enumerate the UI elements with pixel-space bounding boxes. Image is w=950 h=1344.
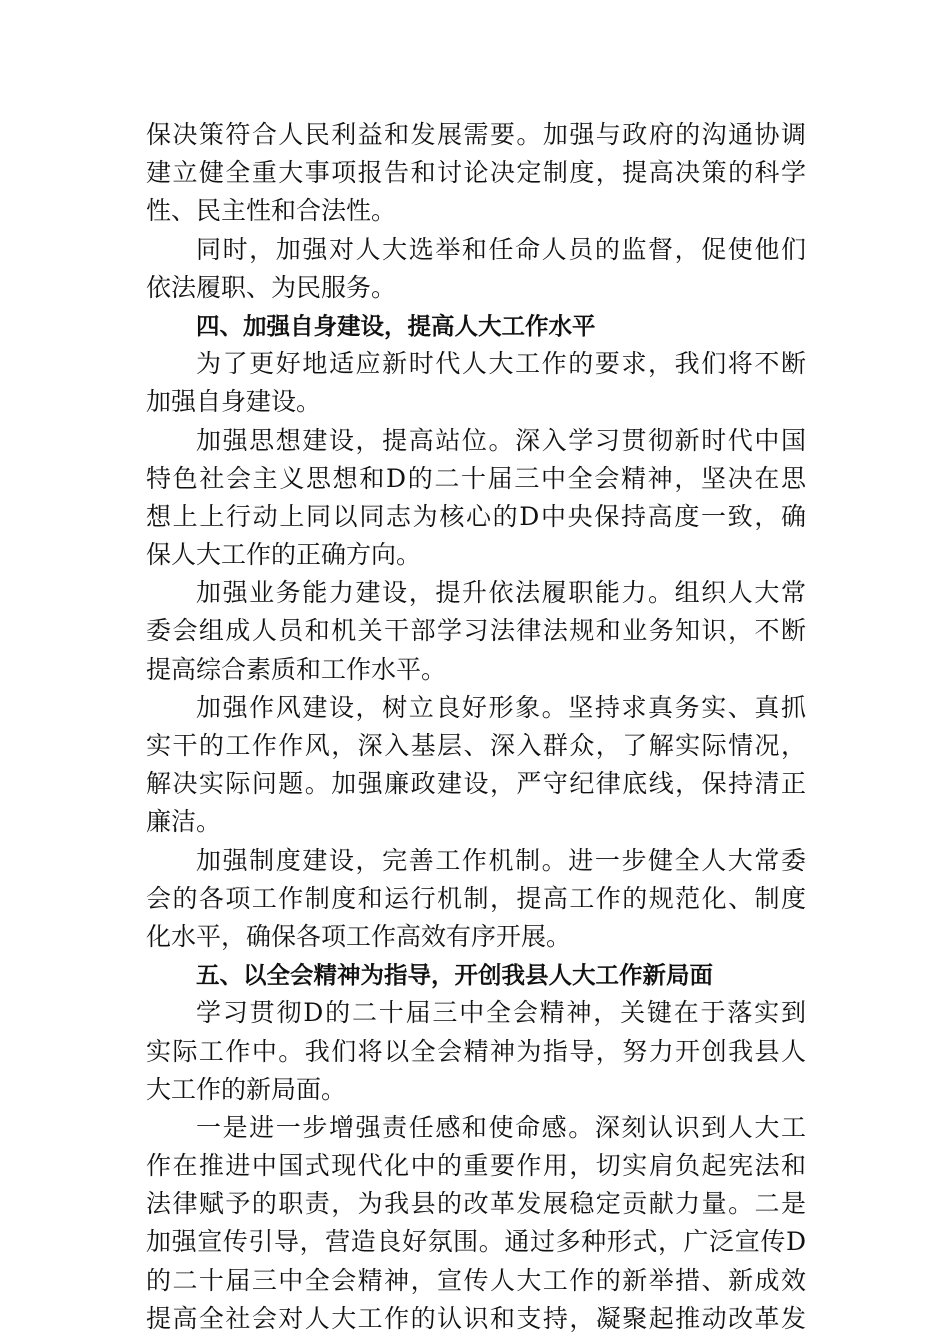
paragraph-line: 为了更好地适应新时代人大工作的要求，我们将不断 [196, 349, 806, 379]
paragraph-line: 特色社会主义思想和D的二十届三中全会精神，坚决在思 [146, 463, 806, 493]
paragraph-line: 学习贯彻D的二十届三中全会精神，关键在于落实到 [196, 998, 806, 1028]
paragraph-line: 加强思想建设，提高站位。深入学习贯彻新时代中国 [196, 425, 806, 455]
paragraph-line: 性、民主性和合法性。 [146, 196, 397, 226]
paragraph-line: 化水平，确保各项工作高效有序开展。 [146, 921, 572, 951]
paragraph-line: 保决策符合人民利益和发展需要。加强与政府的沟通协调 [146, 120, 806, 149]
paragraph-line: 作在推进中国式现代化中的重要作用，切实肩负起宪法和 [146, 1151, 806, 1181]
paragraph-line: 委会组成人员和机关干部学习法律法规和业务知识，不断 [146, 616, 806, 646]
paragraph-line: 加强制度建设，完善工作机制。进一步健全人大常委 [196, 845, 806, 875]
paragraph-line: 会的各项工作制度和运行机制，提高工作的规范化、制度 [146, 883, 806, 913]
paragraph-line: 保人大工作的正确方向。 [146, 540, 422, 570]
paragraph-line: 的二十届三中全会精神，宣传人大工作的新举措、新成效 [146, 1265, 806, 1295]
paragraph-line: 依法履职、为民服务。 [146, 272, 397, 302]
paragraph-line: 想上上行动上同以同志为核心的D中央保持高度一致，确 [146, 501, 806, 531]
paragraph-line: 一是进一步增强责任感和使命感。深刻认识到人大工 [196, 1112, 806, 1142]
paragraph-line: 加强业务能力建设，提升依法履职能力。组织人大常 [196, 578, 806, 608]
paragraph-line: 法律赋予的职责，为我县的改革发展稳定贡献力量。二是 [146, 1189, 806, 1219]
paragraph-line: 实干的工作作风，深入基层、深入群众，了解实际情况， [146, 731, 806, 760]
section-heading-4: 四、加强自身建设，提高人大工作水平 [196, 311, 596, 340]
paragraph-line: 廉洁。 [146, 807, 222, 837]
paragraph-line: 加强宣传引导，营造良好氛围。通过多种形式，广泛宣传D [146, 1227, 806, 1257]
section-heading-5: 五、以全会精神为指导，开创我县人大工作新局面 [196, 961, 713, 990]
paragraph-line: 建立健全重大事项报告和讨论决定制度，提高决策的科学 [146, 158, 806, 188]
paragraph-line: 实际工作中。我们将以全会精神为指导，努力开创我县人 [146, 1036, 806, 1066]
paragraph-line: 提高综合素质和工作水平。 [146, 654, 447, 684]
paragraph-line: 同时，加强对人大选举和任命人员的监督，促使他们 [196, 234, 806, 264]
paragraph-line: 大工作的新局面。 [146, 1074, 347, 1104]
paragraph-line: 加强作风建设，树立良好形象。坚持求真务实、真抓 [196, 692, 806, 722]
paragraph-line: 解决实际问题。加强廉政建设，严守纪律底线，保持清正 [146, 769, 806, 799]
paragraph-line: 加强自身建设。 [146, 387, 322, 417]
paragraph-line: 提高全社会对人大工作的认识和支持，凝聚起推动改革发 [146, 1303, 806, 1333]
document-body [146, 116, 806, 1338]
